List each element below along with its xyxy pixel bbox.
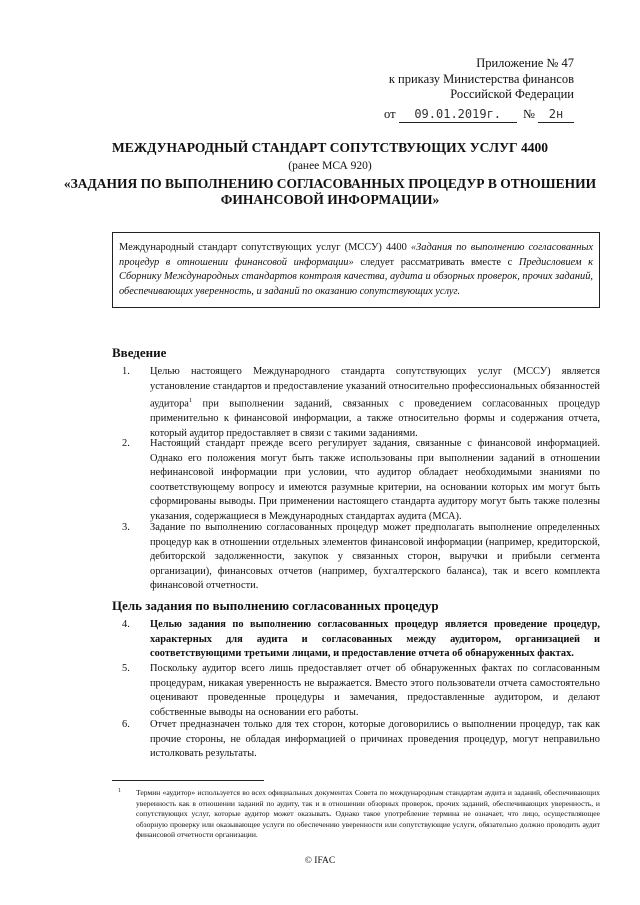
- paragraph-5: [112, 662, 600, 720]
- copyright-notice: © IFAC: [304, 856, 336, 866]
- footnote-ref: 1: [188, 397, 193, 405]
- footnote-mark: 1: [118, 788, 121, 794]
- paragraph-text: Целью задания по выполнению согласованных процедур является проведение процедур, характерных для аудита и согласованных между аудитором, организацией и соответствующими третьими лицами, и предоставление отчета об обнаруженных фактах.: [150, 619, 600, 660]
- paragraph-number: 5.: [122, 663, 130, 674]
- paragraph-2: [112, 437, 600, 525]
- standard-title: МЕЖДУНАРОДНЫЙ СТАНДАРТ СОПУТСТВУЮЩИХ УСЛУГ 4400: [112, 140, 548, 155]
- paragraph-text: Настоящий стандарт прежде всего регулирует задания, связанные с финансовой информацией. Однако его положения могут быть также использованы при выполнении заданий в отношении нефинансовой информации при условии, что аудитор обладает необходимыми знаниями по соответствующему вопросу и имеются разумные критерии, на основании которых им могут быть сформированы выводы. При применении настоящего стандарта аудитору могут быть также полезны указания, содержащиеся в Международных стандартах аудита (МСА).: [150, 438, 600, 522]
- country-name: Российской Федерации: [450, 87, 574, 101]
- footnote-divider: [112, 780, 264, 781]
- section-heading-intro: Введение: [112, 345, 167, 360]
- appendix-header: [384, 56, 574, 123]
- paragraph-text: [150, 365, 600, 441]
- paragraph-number: 1.: [122, 366, 130, 377]
- paragraph-4: [112, 618, 600, 662]
- paragraph-text: Отчет предназначен только для тех сторон, которые договорились о выполнении процедур, так как прочие стороны, не обладая информацией о причинах проведения процедур, могут неправильно истолковать результаты.: [150, 719, 600, 760]
- paragraph-text-b: при выполнении заданий, связанных с проведением согласованных процедур применительно к финансовой информации, а также относительно формы и содержания отчета, который аудитор предоставляет в связи с такими заданиями.: [150, 398, 600, 439]
- paragraph-number: 3.: [122, 522, 130, 533]
- paragraph-6: [112, 718, 600, 762]
- number-label: №: [522, 106, 535, 121]
- paragraph-number: 4.: [122, 619, 130, 630]
- box-text-part3: следует рассматривать вместе с: [360, 256, 513, 268]
- paragraph-text: Задание по выполнению согласованных процедур может предполагать выполнение определенных процедур как в отношении отдельных элементов финансовой информации (например, кредиторской, дебиторской задолженности, закупок у связанных сторон, выручки и прибыли сегмента организации), финансовых отчетов (например, бухгалтерского баланса), так и всего комплекта финансовой отчетности.: [150, 522, 600, 592]
- paragraph-text: Поскольку аудитор всего лишь предоставляет отчет об обнаруженных фактах по согласованным процедурам, никакая уверенность не выражается. Вместо этого пользователи отчета самостоятельно оценивают проведенные процедуры и замечания, предоставленные аудитором, и делают собственные выводы на основании его работы.: [150, 663, 600, 718]
- from-label: от: [384, 106, 396, 121]
- paragraph-number: 6.: [122, 719, 130, 730]
- paragraph-3: [112, 521, 600, 594]
- footnote-text: Термин «аудитор» используется во всех официальных документах Совета по международным стандартам аудита и заданий, обеспечивающих уверенность как в отношении заданий по аудиту, так и в отношении обзорных проверок, прочих заданий, обеспечивающих уверенность, и сопутствующих услуг, которые аудитор может оказывать. Однако такое употребление термина не означает, что лицо, осуществляющее обзорную проверку или оказывающее услуги по обеспечению уверенности или сопутствующие услуги, обязательно должно проводить аудит финансовой отчетности организации.: [136, 788, 600, 840]
- former-standard: (ранее МСА 920): [288, 160, 372, 172]
- order-reference: к приказу Министерства финансов: [388, 71, 574, 86]
- box-text-part4: Предисловием к Сборнику Международных стандартов контроля качества, аудита и обзорных проверок, прочих заданий, обеспечивающих уверенность, и заданий по оказанию сопутствующих услуг.: [119, 256, 593, 297]
- order-date-line: [384, 107, 574, 124]
- preface-note-box: [112, 232, 600, 308]
- standard-subtitle: «ЗАДАНИЯ ПО ВЫПОЛНЕНИЮ СОГЛАСОВАННЫХ ПРОЦЕДУР В ОТНОШЕНИИ ФИНАНСОВОЙ ИНФОРМАЦИИ»: [63, 176, 597, 207]
- handwritten-date: 09.01.2019г.: [399, 107, 517, 124]
- section-heading-purpose: Цель задания по выполнению согласованных процедур: [112, 598, 439, 613]
- title-block: [60, 140, 600, 208]
- paragraph-1: [112, 365, 600, 441]
- box-text-part1: Международный стандарт сопутствующих услуг (МССУ) 4400: [119, 242, 407, 253]
- paragraph-text-a: Целью настоящего Международного стандарта сопутствующих услуг (МССУ) является установление стандартов и предоставление указаний относительно профессиональных обязанностей аудитора: [150, 366, 600, 410]
- footnote: [112, 788, 600, 841]
- box-text-part2: «Задания по выполнению согласованных процедур в отношении финансовой информации»: [119, 242, 593, 268]
- handwritten-order-number: 2н: [538, 107, 574, 124]
- appendix-number: Приложение № 47: [476, 56, 574, 70]
- paragraph-number: 2.: [122, 438, 130, 449]
